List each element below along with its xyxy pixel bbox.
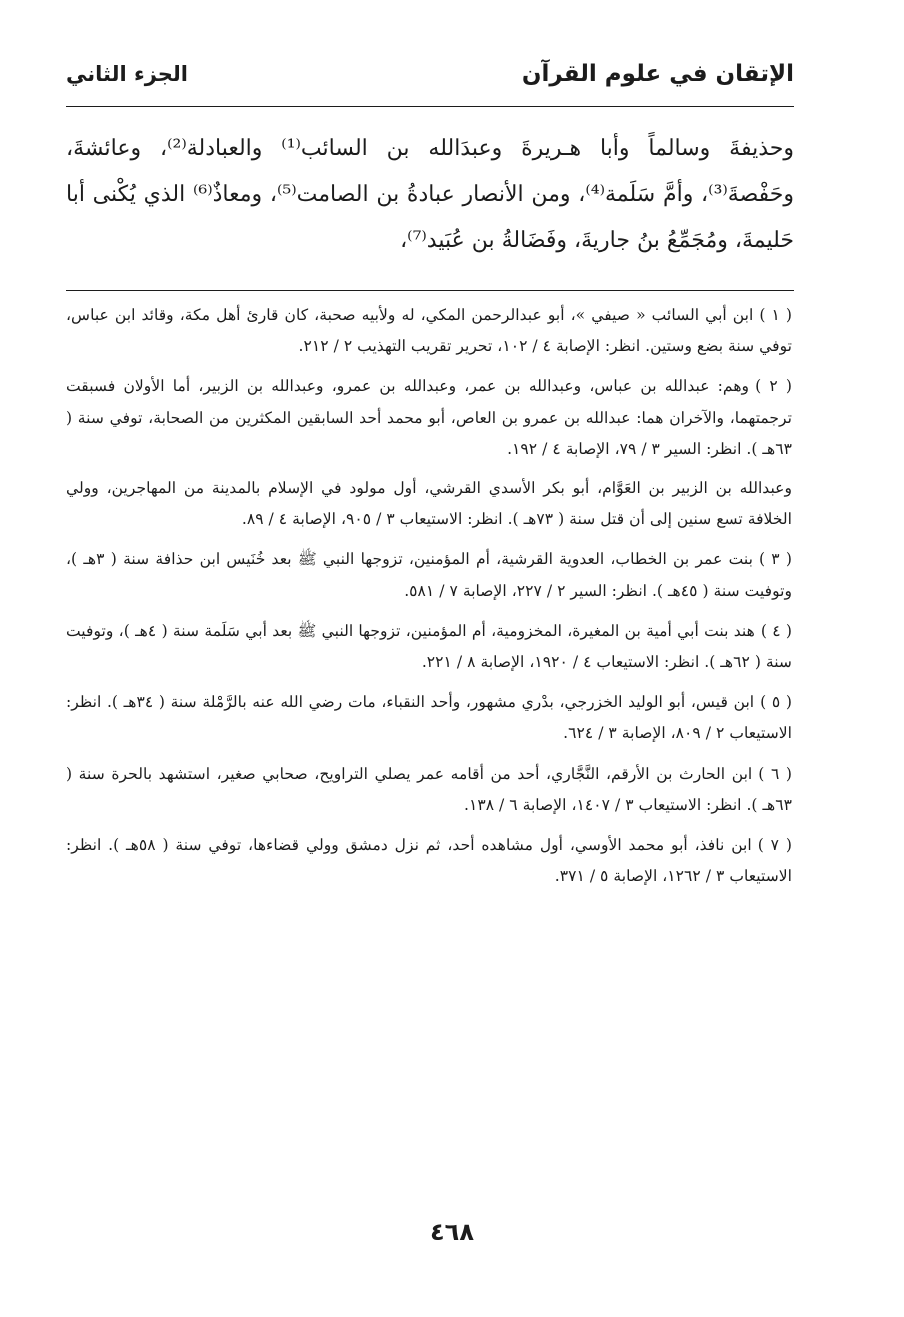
footnote-text: ابن قيس، أبو الوليد الخزرجي، بدْري مشهور، وأحد النقباء، مات رضي الله عنه بالرَّمْلة سنة ( ٣٤هـ ). انظر: الاستيعاب ٢ / ٨٠٩، الإصابة ٣ / ٦٢٤. [66,693,792,743]
footnote-marker: ( ٦ ) [758,764,792,783]
footnote-text: ابن نافذ، أبو محمد الأوسي، أول مشاهده أحد، ثم نزل دمشق وولي قضاءها، توفي سنة ( ٥٨هـ ). انظر: الاستيعاب ٣ / ١٢٦٢، الإصابة ٥ / ٣٧١. [66,836,792,886]
footnote-divider [66,290,794,291]
footnote-text: وهم: عبدالله بن عباس، وعبدالله بن عمر، وعبدالله بن عمرو، وعبدالله بن الزبير، أما الأولان فسبقت ترجمتهما، والآخران هما: عبدالله بن عمرو بن العاص، أبو محمد أحد السابقين المكثرين من الصحابة، توفي سنة ( ٦٣هـ ). انظر: السير ٣ / ٧٩، الإصابة ٤ / ١٩٢. [66,377,792,458]
main-text: وحذيفةَ وسالماً وأبا هـريرةَ وعبدَالله بن السائب⁽¹⁾ والعبادلة⁽²⁾، وعائشةَ، وحَفْصةَ⁽³⁾، وأمَّ سَلَمة⁽⁴⁾، ومن الأنصار عبادةُ بن الصامت⁽⁵⁾، ومعاذٌ⁽⁶⁾ الذي يُكْنى أبا حَليمةَ، ومُجَمِّعُ بنُ جاريةَ، وفَضَالةُ بن عُبَيد⁽⁷⁾، [66,136,795,253]
running-header [66,52,794,96]
footnote-text: وعبدالله بن الزبير بن العَوَّام، أبو بكر الأسدي القرشي، أول مولود في الإسلام بالمدينة من المهاجرين، وولي الخلافة تسع سنين إلى أن قتل سنة ( ٧٣هـ ). انظر: الاستيعاب ٣ / ٩٠٥، الإصابة ٤ / ٨٩. [66,479,792,529]
page-number: ٤٦٨ [430,1218,474,1246]
footnote-text: ابن الحارث بن الأرقم، النَّجَّاري، أحد من أقامه عمر يصلي التراويح، صحابي صغير، استشهد بالحرة سنة ( ٦٣هـ ). انظر: الاستيعاب ٣ / ١٤٠٧، الإصابة ٦ / ١٣٨. [66,764,792,814]
footnote [66,759,792,821]
footnote-marker: ( ٧ ) [757,836,792,855]
header-divider [66,106,794,107]
footnote-marker: ( ١ ) [759,306,792,324]
footnote [66,616,792,678]
footnote-text: بنت عمر بن الخطاب، العدوية القرشية، أم المؤمنين، تزوجها النبي ﷺ بعد خُنَيس ابن حذافة سنة ( ٣هـ )، وتوفيت سنة ( ٤٥هـ ). انظر: السير ٢ / ٢٢٧، الإصابة ٧ / ٥٨١. [66,550,792,600]
book-title: الإتقان في علوم القرآن [521,61,794,87]
footnotes-list [66,300,792,901]
footnote [66,830,792,892]
footnote-marker: ( ٥ ) [760,693,792,712]
footnote-text: هند بنت أبي أمية بن المغيرة، المخزومية، أم المؤمنين، تزوجها النبي ﷺ بعد أبي سَلَمة سنة ( ٤هـ )، وتوفيت سنة ( ٦٢هـ ). انظر: الاستيعاب ٤ / ١٩٢٠، الإصابة ٨ / ٢٢١. [66,621,792,672]
footnote-marker: ( ٣ ) [758,550,792,569]
volume-label: الجزء الثاني [66,62,189,86]
footnote [66,300,792,362]
footnote [66,687,792,749]
footnote [66,544,792,606]
footnote [66,371,792,535]
footnote-marker: ( ٢ ) [755,377,792,396]
footnote-marker: ( ٤ ) [760,621,792,640]
footnote-text: ابن أبي السائب « صيفي »، أبو عبدالرحمن المكي، له ولأبيه صحبة، كان قارئ أهل مكة، وقائد ابن عباس، توفي سنة بضع وستين. انظر: الإصابة ٤ / ١٠٢، تحرير تقريب التهذيب ٢ / ٢١٢. [66,306,792,356]
